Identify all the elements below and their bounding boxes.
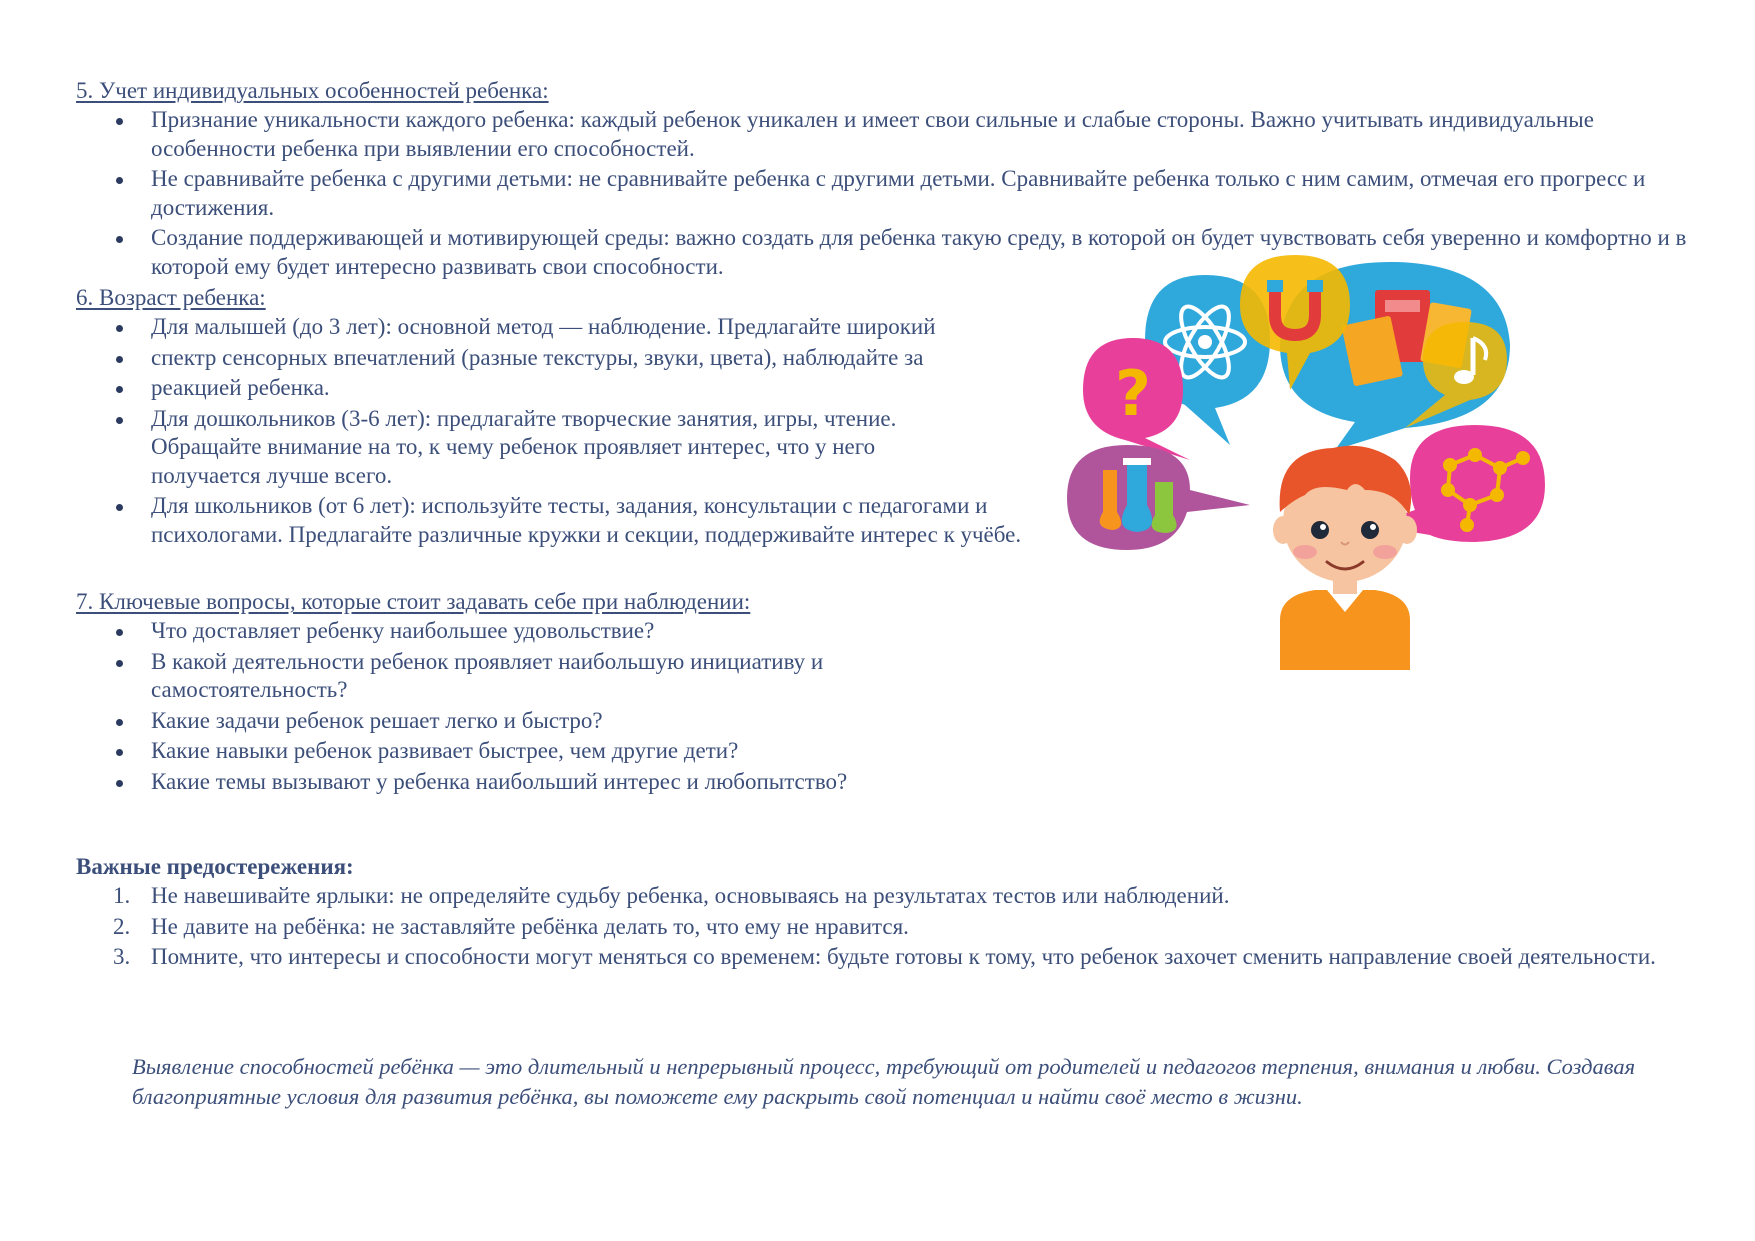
section-7-list — [76, 617, 896, 798]
list-item: Для малышей (до 3 лет): основной метод — наблюдение. Предлагайте широкий — [76, 313, 1061, 342]
section-7-heading: 7. Ключевые вопросы, которые стоит задавать себе при наблюдении: — [76, 589, 751, 614]
list-number: 1. — [113, 883, 131, 908]
section-6-list — [76, 313, 1061, 551]
list-item: Какие задачи ребенок решает легко и быстро? — [76, 707, 896, 736]
question-icon — [1083, 338, 1190, 460]
list-item — [76, 913, 1676, 942]
child-thinking-illustration — [1065, 250, 1585, 670]
list-item: Какие темы вызывают у ребенка наибольший интерес и любопытство? — [76, 768, 896, 797]
section-6-heading: 6. Возраст ребенка: — [76, 285, 266, 310]
warnings-list — [76, 882, 1676, 974]
warnings-title: Важные предостережения: — [76, 854, 354, 879]
list-item: реакцией ребенка. — [76, 374, 1061, 403]
list-item: Признание уникальности каждого ребенка: каждый ребенок уникален и имеет свои сильные и слабые стороны. Важно учитывать индивидуальные особенности ребенка при выявлении его способностей. — [76, 106, 1696, 163]
flasks-icon — [1067, 445, 1250, 550]
list-text: Не давите на ребёнка: не заставляйте ребёнка делать то, что ему не нравится. — [151, 913, 909, 939]
list-text: Не навешивайте ярлыки: не определяйте судьбу ребенка, основываясь на результатах тестов или наблюдений. — [151, 883, 1230, 908]
list-item: Не сравнивайте ребенка с другими детьми: не сравнивайте ребенка с другими детьми. Сравнивайте ребенка только с ним самим, отмечая его прогресс и достижения. — [76, 165, 1696, 222]
list-item: спектр сенсорных впечатлений (разные текстуры, звуки, цвета), наблюдайте за — [76, 344, 1061, 373]
list-item: Какие навыки ребенок развивает быстрее, чем другие дети? — [76, 737, 896, 766]
list-number: 2. — [113, 913, 131, 939]
list-number: 3. — [113, 944, 131, 969]
child-avatar — [1273, 446, 1417, 670]
list-item: Что доставляет ребенку наибольшее удовольствие? — [76, 617, 896, 646]
list-text: Помните, что интересы и способности могут меняться со временем: будьте готовы к тому, что ребенок захочет сменить направление своей деятельности. — [151, 944, 1656, 969]
svg-text:?: ? — [1115, 357, 1151, 430]
list-item — [76, 882, 1676, 911]
list-item: Создание поддерживающей и мотивирующей среды: важно создать для ребенка такую среду, в которой он будет чувствовать себя уверенно и комфортно и в которой ему будет интересно развивать свои способности. — [76, 224, 1696, 281]
list-item: Для школьников (от 6 лет): используйте тесты, задания, консультации с педагогами и психологами. Предлагайте различные кружки и секции, поддерживайте интерес к учёбе. — [76, 492, 1061, 549]
closing-paragraph: Выявление способностей ребёнка — это длительный и непрерывный процесс, требующий от родителей и педагогов терпения, внимания и любви. Создавая благоприятные условия для развития ребёнка, вы поможете ему раскрыть свой потенциал и найти своё место в жизни. — [132, 1054, 1636, 1109]
list-item: В какой деятельности ребенок проявляет наибольшую инициативу и самостоятельность? — [76, 648, 896, 705]
list-item — [76, 943, 1676, 972]
section-5-heading: 5. Учет индивидуальных особенностей ребенка: — [76, 78, 549, 103]
list-item: Для дошкольников (3-6 лет): предлагайте творческие занятия, игры, чтение. Обращайте внимание на то, к чему ребенок проявляет интерес, что у него получается лучше всего. — [76, 405, 951, 491]
